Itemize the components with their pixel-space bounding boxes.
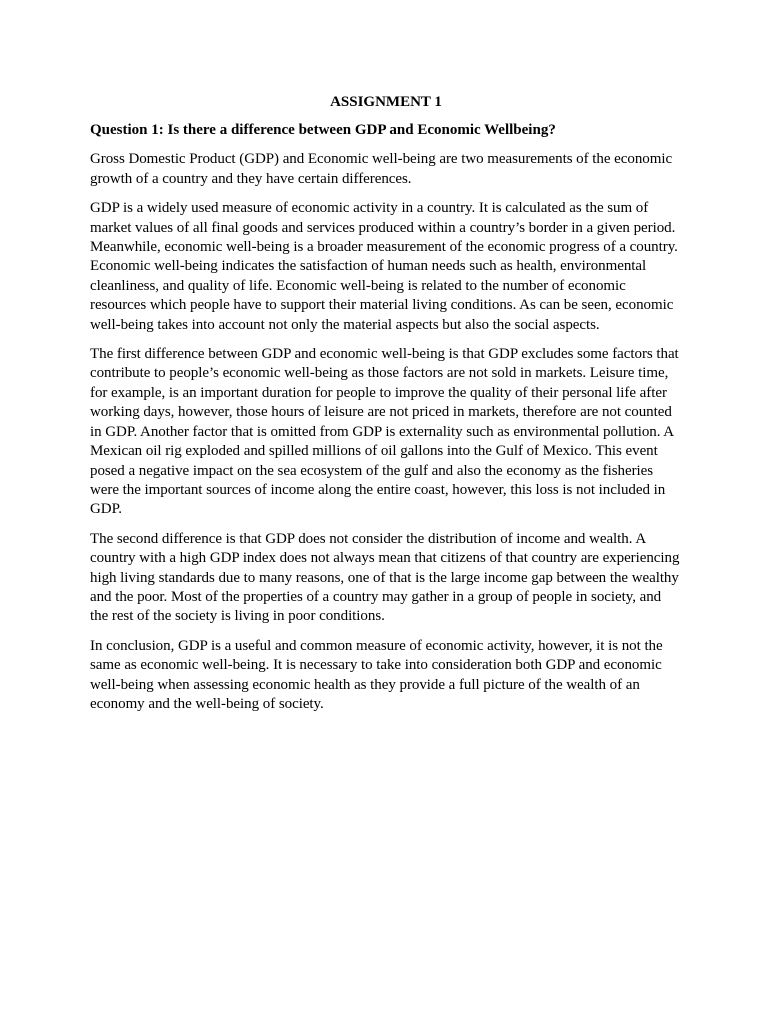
paragraph-intro: Gross Domestic Product (GDP) and Economic well-being are two measurements of the economic growth of a country and they have certain differences. (90, 151, 673, 187)
paragraph-first-difference: The first difference between GDP and economic well-being is that GDP excludes some factors that contribute to people’s economic well-being as those factors are not sold in markets. Leisure time, for example, is an important duration for people to improve the quality of their personal life after working days, however, those hours of leisure are not priced in markets, therefore are not counted in GDP. Another factor that is omitted from GDP is externality such as environmental pollution. A Mexican oil rig exploded and spilled millions of oil gallons into the Gulf of Mexico. This event posed a negative impact on the sea ecosystem of the gulf and also the economy as the fisheries were the important sources of income along the entire coast, however, this loss is not included in GDP. (90, 346, 679, 518)
paragraph-definitions: GDP is a widely used measure of economic activity in a country. It is calculated as the sum of market values of all final goods and services produced within a country’s border in a given period. Meanwhile, economic well-being is a broader measurement of the economic progress of a country. Economic well-being indicates the satisfaction of human needs such as health, environmental cleanliness, and quality of life. Economic well-being is related to the number of economic resources which people have to support their material living conditions. As can be seen, economic well-being takes into account not only the material aspects but also the social aspects. (90, 200, 678, 333)
paragraph-second-difference: The second difference is that GDP does not consider the distribution of income and wealth. A country with a high GDP index does not always mean that citizens of that country are experiencing high living standards due to many reasons, one of that is the large income gap between the wealthy and the poor. Most of the properties of a country may gather in a group of people in society, and the rest of the society is living in poor conditions. (90, 530, 680, 625)
document-title: ASSIGNMENT 1 (330, 94, 442, 110)
paragraph-conclusion: In conclusion, GDP is a useful and common measure of economic activity, however, it is not the same as economic well-being. It is necessary to take into consideration both GDP and economic well-being when assessing economic health as they provide a full picture of the wealth of an economy and the well-being of society. (90, 637, 663, 712)
question-heading: Question 1: Is there a difference between GDP and Economic Wellbeing? (90, 122, 556, 138)
document-body (90, 92, 682, 724)
